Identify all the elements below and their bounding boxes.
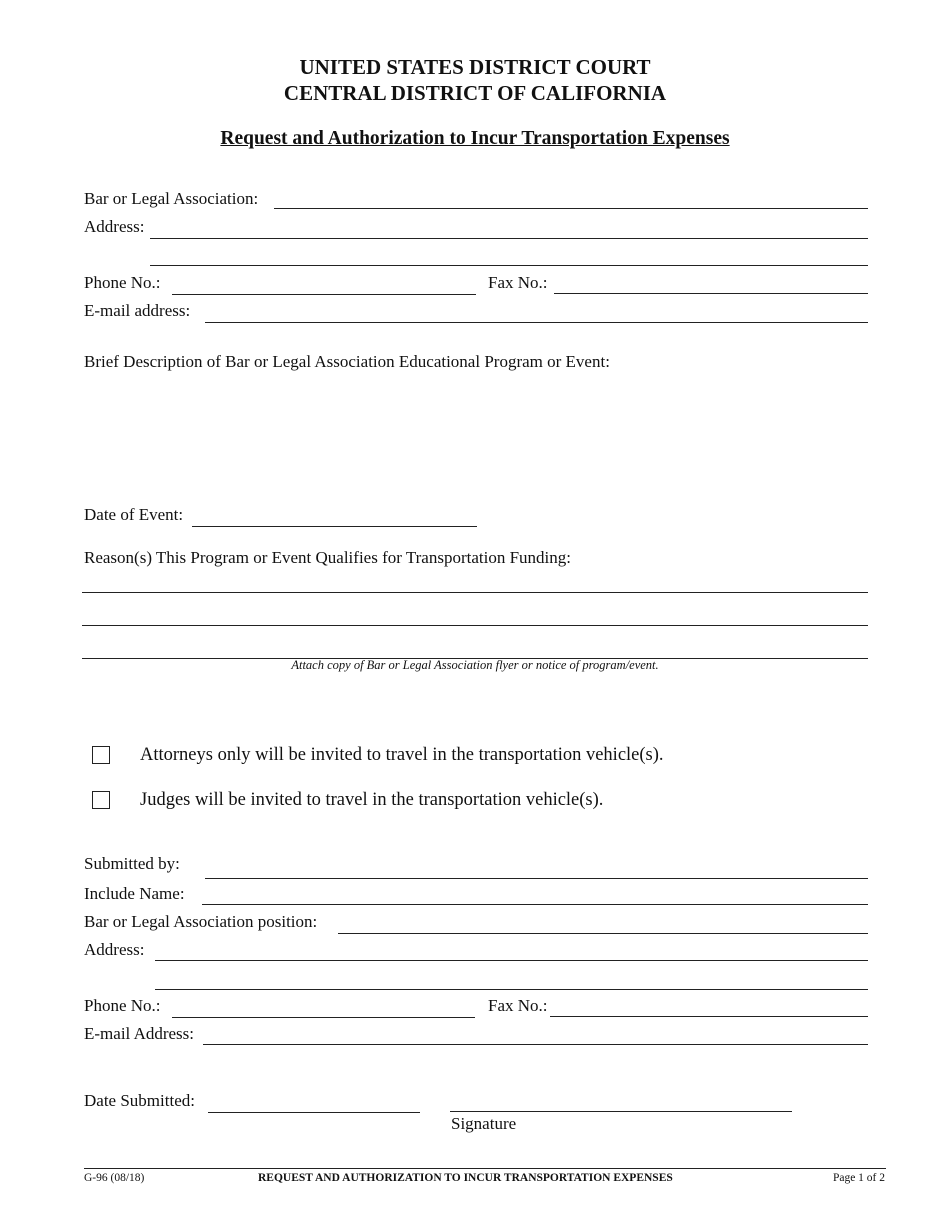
submitted-by-field[interactable] (205, 858, 868, 878)
include-name-field[interactable] (202, 885, 868, 905)
reasons-label: Reason(s) This Program or Event Qualifies for Transportation Funding: (84, 548, 571, 567)
date-submitted-field[interactable] (208, 1092, 420, 1112)
submitter-address-field-2[interactable] (155, 969, 868, 989)
date-submitted-line (208, 1112, 420, 1113)
reasons-line-1 (82, 592, 868, 593)
email-field[interactable] (205, 302, 868, 322)
judges-label: Judges will be invited to travel in the transportation vehicle(s). (140, 790, 604, 810)
judges-checkbox[interactable] (92, 791, 110, 809)
attorneys-only-checkbox[interactable] (92, 746, 110, 764)
address-line-1 (150, 238, 868, 239)
email-label: E-mail address: (84, 301, 191, 320)
submitter-email-line (203, 1044, 868, 1045)
signature-label: Signature (451, 1114, 517, 1133)
footer-form-number: G-96 (08/18) (84, 1172, 145, 1184)
position-line (338, 933, 868, 934)
form-title: Request and Authorization to Incur Transportation Expenses (220, 128, 730, 149)
submitter-address-field[interactable] (155, 941, 868, 961)
phone-line (172, 294, 476, 295)
reasons-field[interactable] (82, 572, 868, 658)
position-label: Bar or Legal Association position: (84, 912, 318, 931)
submitter-fax-line (550, 1016, 868, 1017)
fax-line (554, 293, 868, 294)
submitter-address-line-2 (155, 989, 868, 990)
event-date-label: Date of Event: (84, 505, 184, 524)
submitter-phone-line (172, 1017, 475, 1018)
event-date-field[interactable] (192, 506, 477, 526)
address-field-2[interactable] (150, 246, 868, 266)
event-date-line (192, 526, 477, 527)
address-label: Address: (84, 217, 145, 236)
submitter-phone-label: Phone No.: (84, 996, 161, 1015)
date-submitted-label: Date Submitted: (84, 1091, 195, 1110)
signature-field[interactable] (450, 1092, 792, 1112)
address-field[interactable] (150, 218, 868, 238)
reasons-line-2 (82, 625, 868, 626)
phone-label: Phone No.: (84, 273, 161, 292)
attach-note: Attach copy of Bar or Legal Association flyer or notice of program/event. (291, 658, 659, 672)
email-line (205, 322, 868, 323)
signature-line (450, 1111, 792, 1112)
submitter-address-label: Address: (84, 940, 145, 959)
submitter-address-line-1 (155, 960, 868, 961)
description-field[interactable] (84, 380, 868, 490)
description-label: Brief Description of Bar or Legal Association Educational Program or Event: (84, 352, 610, 371)
position-field[interactable] (338, 913, 868, 933)
footer-rule (84, 1168, 886, 1169)
court-name: UNITED STATES DISTRICT COURT (299, 55, 651, 79)
fax-field[interactable] (554, 274, 868, 294)
bar-association-label: Bar or Legal Association: (84, 189, 259, 208)
footer-page-number: Page 1 of 2 (832, 1172, 885, 1184)
submitted-by-line (205, 878, 868, 879)
submitter-fax-field[interactable] (550, 997, 868, 1017)
attorneys-only-label: Attorneys only will be invited to travel in the transportation vehicle(s). (140, 745, 664, 765)
include-name-label: Include Name: (84, 884, 185, 903)
court-district: CENTRAL DISTRICT OF CALIFORNIA (283, 81, 667, 105)
submitter-fax-label: Fax No.: (488, 996, 548, 1015)
include-name-line (202, 904, 868, 905)
submitted-by-label: Submitted by: (84, 854, 180, 873)
phone-field[interactable] (172, 274, 476, 294)
bar-association-line (274, 208, 868, 209)
submitter-phone-field[interactable] (172, 997, 475, 1017)
fax-label: Fax No.: (488, 273, 548, 292)
bar-association-field[interactable] (274, 190, 868, 210)
footer-form-title: REQUEST AND AUTHORIZATION TO INCUR TRANSPORTATION EXPENSES (258, 1172, 673, 1184)
submitter-email-label: E-mail Address: (84, 1024, 195, 1043)
submitter-email-field[interactable] (203, 1025, 868, 1045)
address-line-2 (150, 265, 868, 266)
